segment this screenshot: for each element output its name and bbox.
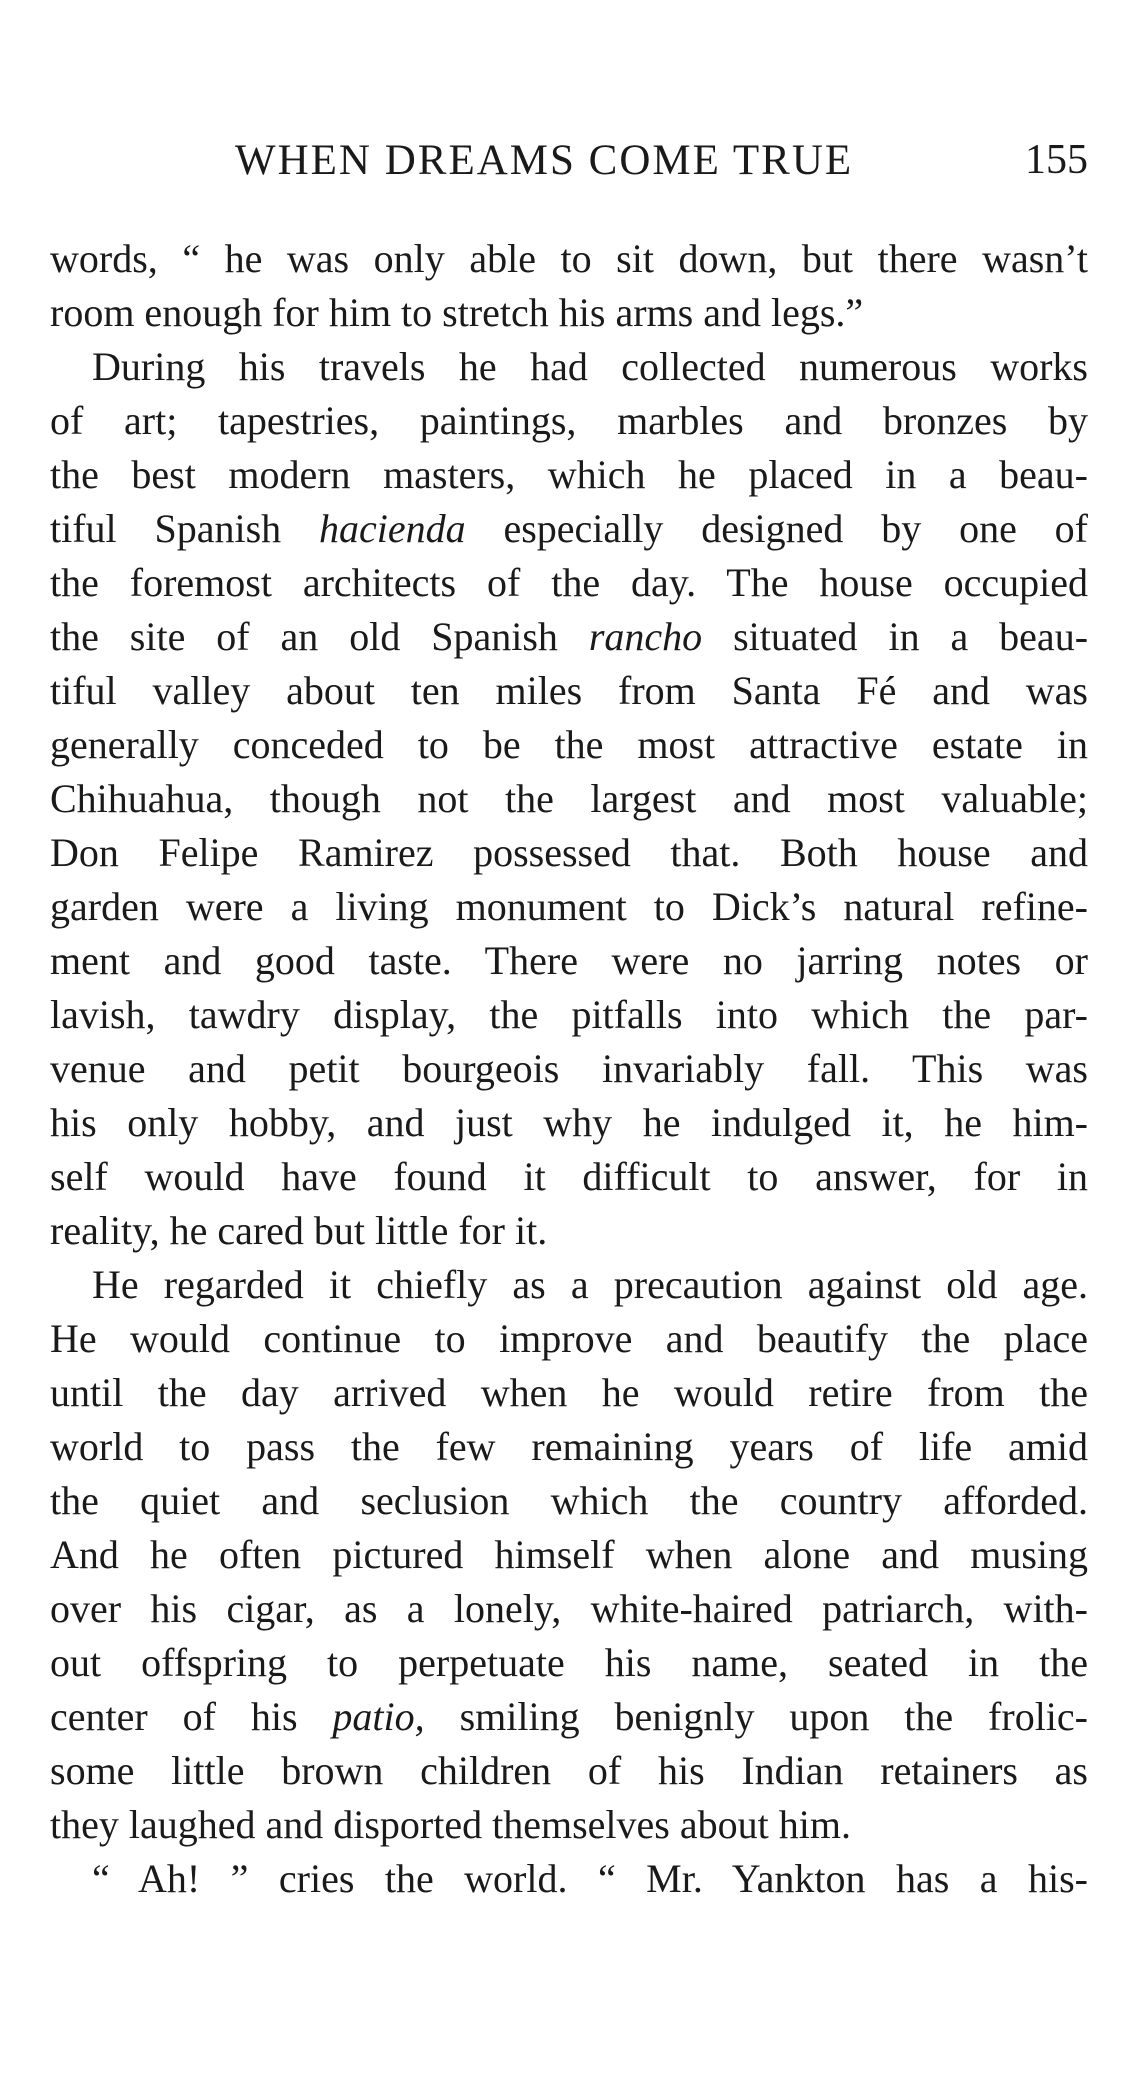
text-line: venue and petit bourgeois invariably fall. This was <box>50 1046 1088 1091</box>
italic-word: hacienda <box>319 506 466 551</box>
text-line: the foremost architects of the day. The house occupied <box>50 560 1088 605</box>
text-line: out offspring to perpetuate his name, seated in the <box>50 1640 1088 1685</box>
running-head <box>50 136 1088 186</box>
text-line: self would have found it difficult to answer, for in <box>50 1154 1088 1199</box>
italic-word: patio, <box>332 1694 425 1739</box>
running-title: WHEN DREAMS COME TRUE <box>235 137 854 184</box>
text-line: some little brown children of his Indian retainers as <box>50 1748 1088 1793</box>
text-line: Don Felipe Ramirez possessed that. Both house and <box>50 830 1088 875</box>
text-line: over his cigar, as a lonely, white-haired patriarch, with- <box>50 1586 1088 1631</box>
text-line: until the day arrived when he would retire from the <box>50 1370 1088 1415</box>
italic-word: rancho <box>588 614 703 659</box>
text-line: reality, he cared but little for it. <box>50 1208 548 1253</box>
body-text <box>50 232 1088 1906</box>
text-line: During his travels he had collected numerous works <box>92 344 1088 389</box>
text-line: “ Ah! ” cries the world. “ Mr. Yankton has a his- <box>92 1856 1088 1901</box>
text-line: his only hobby, and just why he indulged it, he him- <box>50 1100 1088 1145</box>
text-line: garden were a living monument to Dick’s natural refine- <box>50 884 1088 929</box>
text-line: tiful Spanish hacienda especially designed by one of <box>50 506 1088 551</box>
text-line: Chihuahua, though not the largest and most valuable; <box>50 776 1088 821</box>
text-line: tiful valley about ten miles from Santa Fé and was <box>50 668 1088 713</box>
text-line: generally conceded to be the most attractive estate in <box>50 722 1088 767</box>
text-line: of art; tapestries, paintings, marbles and bronzes by <box>50 398 1088 443</box>
text-line: the quiet and seclusion which the country afforded. <box>50 1478 1088 1523</box>
text-line: words, “ he was only able to sit down, but there wasn’t <box>50 236 1088 281</box>
text-line: they laughed and disported themselves about him. <box>50 1802 851 1847</box>
page-number: 155 <box>1025 137 1088 183</box>
text-line: the best modern masters, which he placed in a beau- <box>50 452 1088 497</box>
text-line: the site of an old Spanish rancho situated in a beau- <box>50 614 1088 659</box>
text-line: room enough for him to stretch his arms and legs.” <box>50 290 864 335</box>
text-line: lavish, tawdry display, the pitfalls into which the par- <box>50 992 1088 1037</box>
text-line: ment and good taste. There were no jarring notes or <box>50 938 1088 983</box>
text-line: And he often pictured himself when alone and musing <box>50 1532 1088 1577</box>
text-line: He would continue to improve and beautify the place <box>50 1316 1088 1361</box>
text-line: center of his patio, smiling benignly upon the frolic- <box>50 1694 1088 1739</box>
text-line: world to pass the few remaining years of life amid <box>50 1424 1088 1469</box>
text-line: He regarded it chiefly as a precaution against old age. <box>92 1262 1088 1307</box>
